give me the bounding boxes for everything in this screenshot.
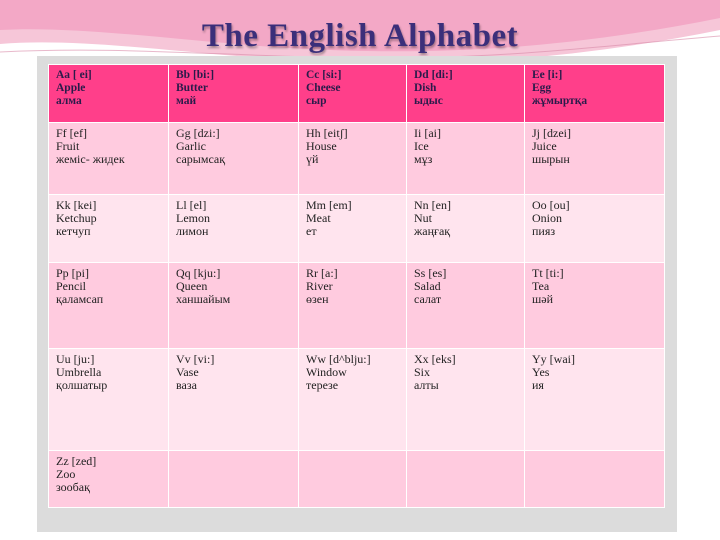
- cell-letter: Hh [eitʃ]: [306, 126, 348, 140]
- letter-cell: [49, 65, 169, 123]
- cell-translation: ваза: [176, 378, 197, 392]
- cell-translation: салат: [414, 292, 442, 306]
- table-row: [49, 349, 665, 451]
- cell-letter: Mm [em]: [306, 198, 352, 212]
- cell-translation: ет: [306, 224, 317, 238]
- cell-letter: Xx [eks]: [414, 352, 456, 366]
- letter-cell: [525, 195, 665, 263]
- cell-word: Pencil: [56, 279, 86, 293]
- cell-translation: зообақ: [56, 480, 90, 494]
- cell-word: Window: [306, 365, 347, 379]
- cell-translation: қолшатыр: [56, 378, 108, 392]
- page-title: The English Alphabet: [201, 18, 519, 54]
- cell-word: Umbrella: [56, 365, 102, 379]
- cell-word: River: [306, 279, 333, 293]
- cell-letter: Ee [i:]: [532, 69, 563, 81]
- cell-translation: үй: [306, 152, 319, 166]
- cell-letter: Vv [vi:]: [176, 352, 215, 366]
- cell-word: Vase: [176, 365, 199, 379]
- cell-word: Butter: [176, 82, 208, 94]
- letter-cell: [525, 349, 665, 451]
- letter-cell: [525, 263, 665, 349]
- cell-letter: Tt [ti:]: [532, 266, 564, 280]
- letter-cell: [169, 263, 299, 349]
- letter-cell: [169, 451, 299, 508]
- cell-word: Yes: [532, 365, 550, 379]
- cell-word: Fruit: [56, 139, 80, 153]
- cell-translation: май: [176, 95, 197, 107]
- table-row: [49, 263, 665, 349]
- letter-cell: [299, 349, 407, 451]
- cell-word: Salad: [414, 279, 441, 293]
- cell-word: Meat: [306, 211, 331, 225]
- letter-cell: [49, 263, 169, 349]
- cell-letter: Aa [ ei]: [56, 69, 92, 81]
- cell-letter: Bb [bi:]: [176, 69, 215, 81]
- letter-cell: [49, 349, 169, 451]
- cell-word: Apple: [56, 82, 86, 94]
- cell-letter: Oo [ou]: [532, 198, 570, 212]
- cell-translation: шырын: [532, 152, 570, 166]
- cell-translation: мұз: [414, 152, 433, 166]
- cell-word: Ice: [414, 139, 429, 153]
- cell-word: Queen: [176, 279, 208, 293]
- cell-word: Onion: [532, 211, 562, 225]
- cell-word: Lemon: [176, 211, 210, 225]
- cell-translation: кетчуп: [56, 224, 91, 238]
- cell-letter: Jj [dzei]: [532, 126, 571, 140]
- cell-translation: лимон: [176, 224, 209, 238]
- table-row: [49, 451, 665, 508]
- letter-cell: [407, 65, 525, 123]
- cell-letter: Kk [kei]: [56, 198, 97, 212]
- letter-cell: [299, 195, 407, 263]
- letter-cell: [49, 123, 169, 195]
- letter-cell: [169, 123, 299, 195]
- cell-translation: сарымсақ: [176, 152, 226, 166]
- cell-word: House: [306, 139, 337, 153]
- cell-translation: алма: [56, 95, 82, 107]
- cell-letter: Dd [di:]: [414, 69, 453, 81]
- cell-word: Cheese: [306, 82, 341, 94]
- cell-word: Nut: [414, 211, 432, 225]
- table-header-row: [49, 65, 665, 123]
- cell-letter: Cc [si:]: [306, 69, 342, 81]
- cell-translation: қаламсап: [56, 292, 104, 306]
- cell-letter: Rr [a:]: [306, 266, 338, 280]
- letter-cell: [407, 451, 525, 508]
- letter-cell: [407, 195, 525, 263]
- letter-cell: [407, 123, 525, 195]
- cell-letter: Gg [dzi:]: [176, 126, 220, 140]
- letter-cell: [169, 195, 299, 263]
- letter-cell: [525, 451, 665, 508]
- letter-cell: [49, 451, 169, 508]
- cell-translation: ханшайым: [176, 292, 231, 306]
- letter-cell: [407, 263, 525, 349]
- cell-letter: Yy [wai]: [532, 352, 575, 366]
- table-row: [49, 195, 665, 263]
- letter-cell: [525, 123, 665, 195]
- cell-translation: шәй: [532, 292, 553, 306]
- cell-letter: Zz [zed]: [56, 454, 97, 468]
- cell-word: Egg: [532, 82, 552, 94]
- cell-letter: Ii [ai]: [414, 126, 441, 140]
- table-row: [49, 123, 665, 195]
- cell-translation: жұмыртқа: [532, 95, 588, 107]
- cell-translation: жеміс- жидек: [56, 152, 125, 166]
- cell-letter: Uu [ju:]: [56, 352, 95, 366]
- cell-word: Ketchup: [56, 211, 97, 225]
- cell-word: Juice: [532, 139, 557, 153]
- cell-letter: Nn [en]: [414, 198, 451, 212]
- cell-translation: пияз: [532, 224, 556, 238]
- cell-word: Dish: [414, 82, 437, 94]
- cell-word: Tea: [532, 279, 550, 293]
- cell-letter: Ss [es]: [414, 266, 447, 280]
- cell-translation: сыр: [306, 95, 327, 107]
- letter-cell: [169, 349, 299, 451]
- cell-translation: ыдыс: [414, 95, 443, 107]
- cell-translation: алты: [414, 378, 439, 392]
- cell-translation: ия: [532, 378, 544, 392]
- cell-translation: өзен: [306, 292, 329, 306]
- letter-cell: [299, 123, 407, 195]
- cell-translation: терезе: [306, 378, 339, 392]
- letter-cell: [299, 65, 407, 123]
- letter-cell: [49, 195, 169, 263]
- cell-word: Garlic: [176, 139, 206, 153]
- alphabet-table: [48, 64, 665, 508]
- letter-cell: [407, 349, 525, 451]
- cell-translation: жаңғақ: [414, 224, 451, 238]
- cell-letter: Ll [el]: [176, 198, 207, 212]
- cell-word: Six: [414, 365, 431, 379]
- cell-letter: Qq [kju:]: [176, 266, 221, 280]
- cell-letter: Ff [ef]: [56, 126, 87, 140]
- cell-letter: Pp [pi]: [56, 266, 89, 280]
- letter-cell: [169, 65, 299, 123]
- cell-word: Zoo: [56, 467, 76, 481]
- letter-cell: [525, 65, 665, 123]
- letter-cell: [299, 451, 407, 508]
- letter-cell: [299, 263, 407, 349]
- cell-letter: Ww [d^blju:]: [306, 352, 371, 366]
